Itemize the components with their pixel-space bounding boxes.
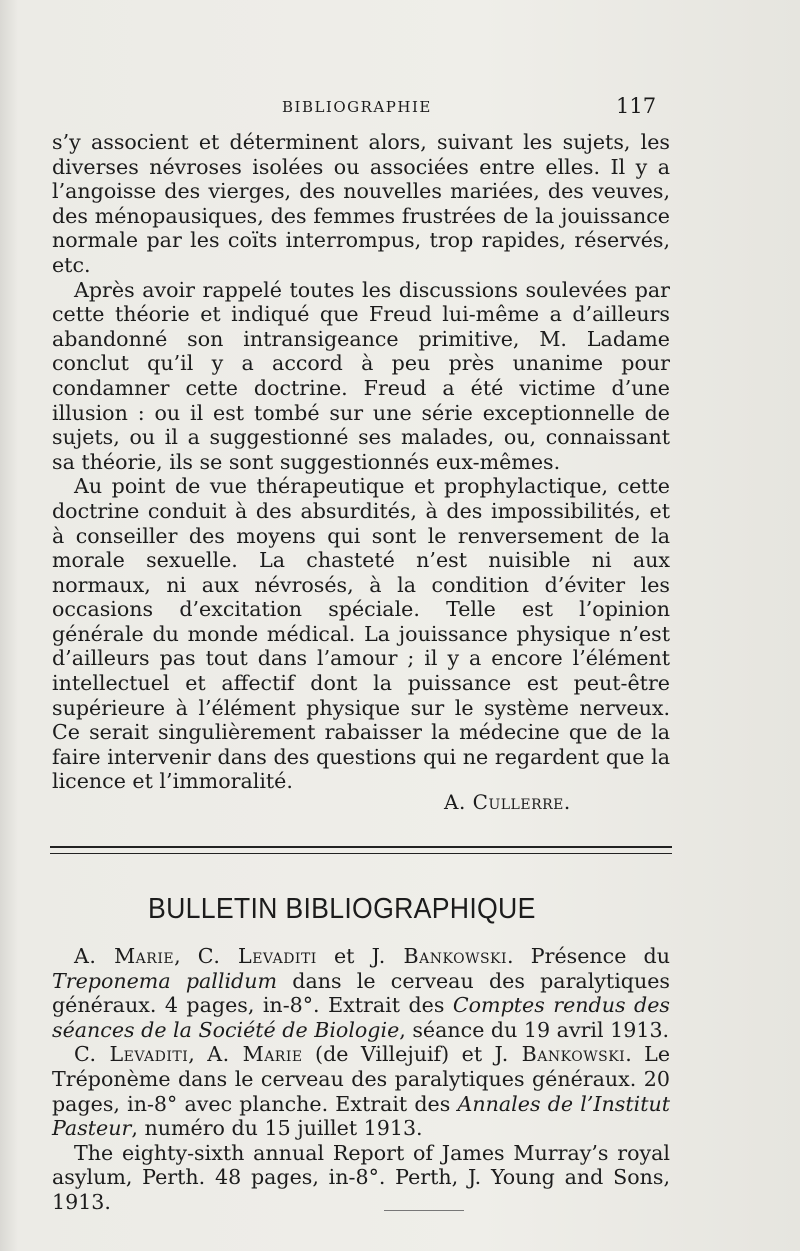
entry-text: , numéro du 15 juillet 1913. (131, 1116, 423, 1141)
entry-author: J. Bankowski (371, 944, 508, 968)
entry-separator: et (316, 944, 372, 968)
entry-separator: (de Villejuif) et (302, 1042, 495, 1067)
entry-author: J. Bankowski (494, 1042, 626, 1067)
entry-text: . Le Tréponème dans le cerveau des paralytiques généraux. 20 pages, in-8° avec planche. Extrait des (52, 1042, 671, 1116)
page-header (0, 96, 800, 124)
bibliography-entry (52, 944, 670, 1042)
section-divider-thick (50, 846, 672, 848)
entry-author: A. Marie (207, 1042, 303, 1067)
bibliography-entry (52, 1042, 670, 1140)
entry-separator: , (188, 1042, 208, 1067)
entry-author: C. Levaditi (197, 944, 317, 968)
review-paragraph-1: s’y associent et déterminent alors, suivant les sujets, les diverses névroses isolées ou associées entre elles. Il y a l’angoisse des vierges, des nouvelles mariées, des veuves, des ménopausiques, des femmes frustrées de la jouissance normale par les coïts interrompus, trop rapides, réservés, etc. (52, 130, 670, 277)
bibliography-list (52, 944, 670, 1215)
entry-italic-title: Treponema pallidum (52, 968, 278, 993)
bibliography-entry: The eighty-sixth annual Report of James Murray’s royal asylum, Perth. 48 pages, in-8°. Perth, J. Young and Sons, 1913. (52, 1140, 670, 1214)
review-signature (444, 790, 571, 814)
entry-text: . Présence du (507, 944, 671, 968)
review-paragraph-2: Après avoir rappelé toutes les discussions soulevées par cette théorie et indiqué que Freud lui-même a d’ailleurs abandonné son intransigeance primitive, M. Ladame conclut qu’il y a accord à peu près unanime pour condamner cette doctrine. Freud a été victime d’une illusion : ou il est tombé sur une série exceptionnelle de sujets, ou il a suggestionné ses malades, ou, connaissant sa théorie, ils se sont suggestionnés eux-mêmes. (52, 277, 670, 474)
bottom-divider (384, 1210, 464, 1211)
running-head: BIBLIOGRAPHIE (282, 98, 432, 116)
review-text (52, 130, 670, 794)
entry-author: C. Levaditi (74, 1042, 189, 1067)
entry-text: , séance du 19 avril 1913. (399, 1017, 670, 1042)
signature-name: A. Cullerre. (444, 790, 571, 814)
entry-italic-source: Comptes rendus des séances de la Société de Biologie (52, 993, 670, 1042)
page-number: 117 (616, 94, 657, 118)
entry-text: dans le cerveau des paralytiques généraux. 4 pages, in-8°. Extrait des (52, 968, 670, 1018)
section-title: BULLETIN BIBLIOGRAPHIQUE (148, 893, 536, 925)
review-paragraph-3: Au point de vue thérapeutique et prophylactique, cette doctrine conduit à des absurdités, à des impossibilités, et à conseiller des moyens qui sont le renversement de la morale sexuelle. La chasteté n’est nuisible ni aux normaux, ni aux névrosés, à la condition d’éviter les occasions d’excitation spéciale. Telle est l’opinion générale du monde médical. La jouissance physique n’est d’ailleurs pas tout dans l’amour ; il y a encore l’élément intellectuel et affectif dont la puissance est peut-être supérieure à l’élément physique sur le système nerveux. Ce serait singulièrement rabaisser la médecine que de la faire intervenir dans des questions qui ne regardent que la licence et l’immoralité. (52, 474, 670, 794)
entry-italic-source: Annales de l’Institut Pasteur (52, 1091, 671, 1141)
entry-separator: , (174, 944, 198, 968)
section-divider-thin (50, 853, 672, 854)
entry-author: A. Marie (74, 944, 175, 968)
